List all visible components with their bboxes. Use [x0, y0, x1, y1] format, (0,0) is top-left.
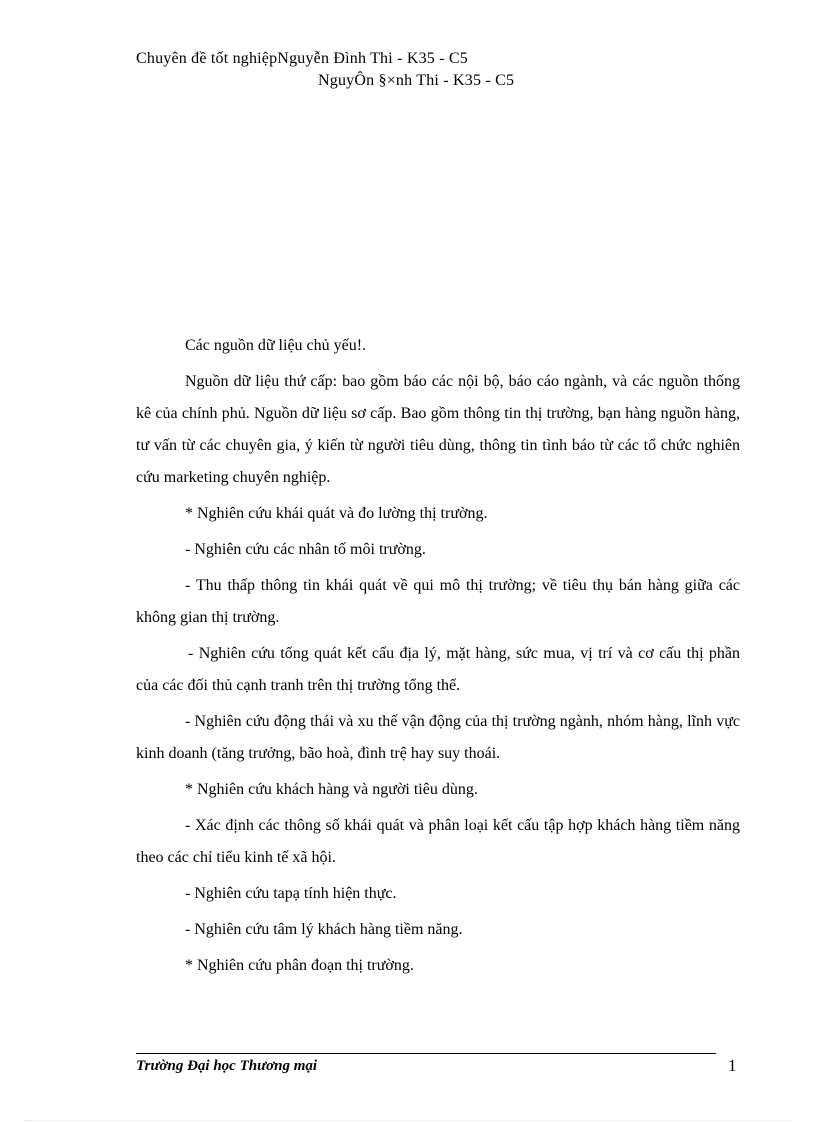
header-title: Chuyên đề tốt nghiệpNguyễn Đình Thi - K35 - C5	[136, 50, 468, 67]
paragraph-customer-classification: - Xác định các thông số khái quát và phân loại kết cấu tập hợp khách hàng tiềm năng theo các chỉ tiểu kinh tế xã hội.	[136, 817, 740, 866]
paragraph-data-sources: Các nguồn dữ liệu chủ yếu!.	[185, 337, 367, 354]
page-number: 1	[728, 1056, 737, 1075]
paragraph-market-trends: - Nghiên cứu động thái và xu thế vận động của thị trường ngành, nhóm hàng, lĩnh vực kinh doanh (tăng trưởng, bão hoà, đình trệ hay suy thoái.	[136, 713, 740, 762]
paragraph-environment-factors: - Nghiên cứu các nhân tố môi trường.	[185, 541, 426, 558]
header-title-encoded: NguyÔn §×nh Thi - K35 - C5	[318, 72, 515, 89]
paragraph-market-scale: - Thu thấp thông tin khái quát về qui mô thị trường; về tiêu thụ bán hàng giữa các không gian thị trường.	[136, 577, 740, 626]
paragraph-customer-research: * Nghiên cứu khách hàng và người tiêu dùng.	[185, 781, 478, 798]
paragraph-psychology-research: - Nghiên cứu tâm lý khách hàng tiềm năng.	[185, 921, 463, 938]
page-bottom-edge	[24, 1120, 792, 1121]
footer-school-name: Trường Đại học Thương mại	[136, 1058, 318, 1074]
document-body	[136, 330, 740, 986]
paragraph-market-research: * Nghiên cứu khái quát và đo lường thị trường.	[185, 505, 488, 522]
paragraph-secondary-data: Nguồn dữ liệu thứ cấp: bao gồm báo các nội bộ, báo cáo ngành, và các nguồn thống kê của chính phủ. Nguồn dữ liệu sơ cấp. Bao gồm thông tin thị trường, bạn hàng nguồn hàng, tư vấn từ các chuyên gia, ý kiến từ người tiêu dùng, thông tin tình báo từ các tổ chức nghiên cứu marketing chuyên nghiệp.	[136, 373, 740, 486]
footer-divider	[136, 1053, 716, 1054]
paragraph-habits-research: - Nghiên cứu tapạ tính hiện thực.	[185, 885, 397, 902]
paragraph-market-structure: - Nghiên cứu tổng quát kết cấu địa lý, mặt hàng, sức mua, vị trí và cơ cấu thị phần của các đối thủ cạnh tranh trên thị trường tổng thể.	[136, 645, 740, 694]
paragraph-segmentation-research: * Nghiên cứu phân đoạn thị trường.	[185, 957, 414, 974]
